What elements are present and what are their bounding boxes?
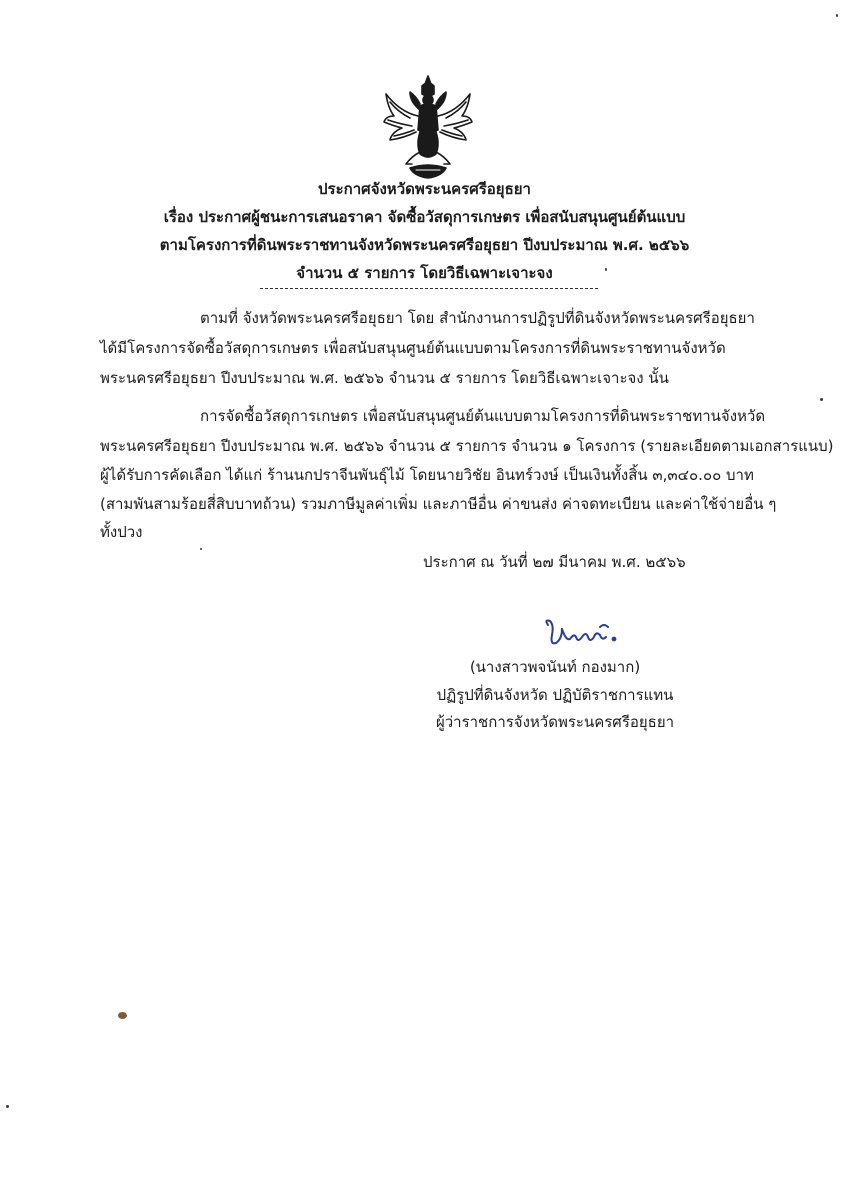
announcement-date: ประกาศ ณ วันที่ ๒๗ มีนาคม พ.ศ. ๒๕๖๖: [423, 553, 686, 571]
scan-speck: [6, 1105, 9, 1108]
paragraph-1-line-3: พระนครศรีอยุธยา ปีงบประมาณ พ.ศ. ๒๕๖๖ จำนวน ๕ รายการ โดยวิธีเฉพาะเจาะจง นั้น: [100, 369, 669, 387]
paragraph-2-line-2: พระนครศรีอยุธยา ปีงบประมาณ พ.ศ. ๒๕๖๖ จำนวน ๕ รายการ จำนวน ๑ โครงการ (รายละเอียดตามเอกสารแนบ): [100, 437, 834, 455]
subject-line-1: เรื่อง ประกาศผู้ชนะการเสนอราคา จัดซื้อวัสดุการเกษตร เพื่อสนับสนุนศูนย์ต้นแบบ: [163, 208, 686, 226]
signer-name: (นางสาวพจนันท์ กองมาก): [469, 658, 641, 676]
paragraph-2-line-3: ผู้ได้รับการคัดเลือก ได้แก่ ร้านนกปราจีนพันธุ์ไม้ โดยนายวิชัย อินทร์วงษ์ เป็นเงินทั้งสิ้น ๓,๓๔๐.๐๐ บาท: [100, 466, 754, 484]
signer-position-2: ผู้ว่าราชการจังหวัดพระนครศรีอยุธยา: [435, 713, 675, 731]
header-divider: [260, 288, 598, 289]
scan-speck: [118, 1012, 127, 1019]
signature-mark: [540, 615, 622, 651]
scan-speck: [836, 14, 838, 17]
paragraph-2-line-5: ทั้งปวง: [100, 523, 143, 541]
garuda-emblem-icon: [380, 72, 476, 180]
scan-speck: [605, 268, 607, 271]
signer-position-1: ปฏิรูปที่ดินจังหวัด ปฏิบัติราชการแทน: [436, 686, 674, 704]
paragraph-2-line-4: (สามพันสามร้อยสี่สิบบาทถ้วน) รวมภาษีมูลค่าเพิ่ม และภาษีอื่น ค่าขนส่ง ค่าจดทะเบียน และค่าใช้จ่ายอื่น ๆ: [100, 495, 777, 513]
subject-line-2: ตามโครงการที่ดินพระราชทานจังหวัดพระนครศรีอยุธยา ปีงบประมาณ พ.ศ. ๒๕๖๖: [159, 236, 690, 254]
announcement-heading: ประกาศจังหวัดพระนครศรีอยุธยา: [318, 180, 531, 198]
scan-speck: [200, 548, 202, 550]
paragraph-1-line-1: ตามที่ จังหวัดพระนครศรีอยุธยา โดย สำนักงานการปฏิรูปที่ดินจังหวัดพระนครศรีอยุธยา: [200, 309, 755, 327]
paragraph-1-line-2: ได้มีโครงการจัดซื้อวัสดุการเกษตร เพื่อสนับสนุนศูนย์ต้นแบบตามโครงการที่ดินพระราชทานจังหวัด: [100, 339, 726, 357]
subject-line-3: จำนวน ๕ รายการ โดยวิธีเฉพาะเจาะจง: [296, 264, 553, 282]
paragraph-2-line-1: การจัดซื้อวัสดุการเกษตร เพื่อสนับสนุนศูนย์ต้นแบบตามโครงการที่ดินพระราชทานจังหวัด: [200, 407, 766, 425]
scan-speck: [820, 398, 823, 401]
